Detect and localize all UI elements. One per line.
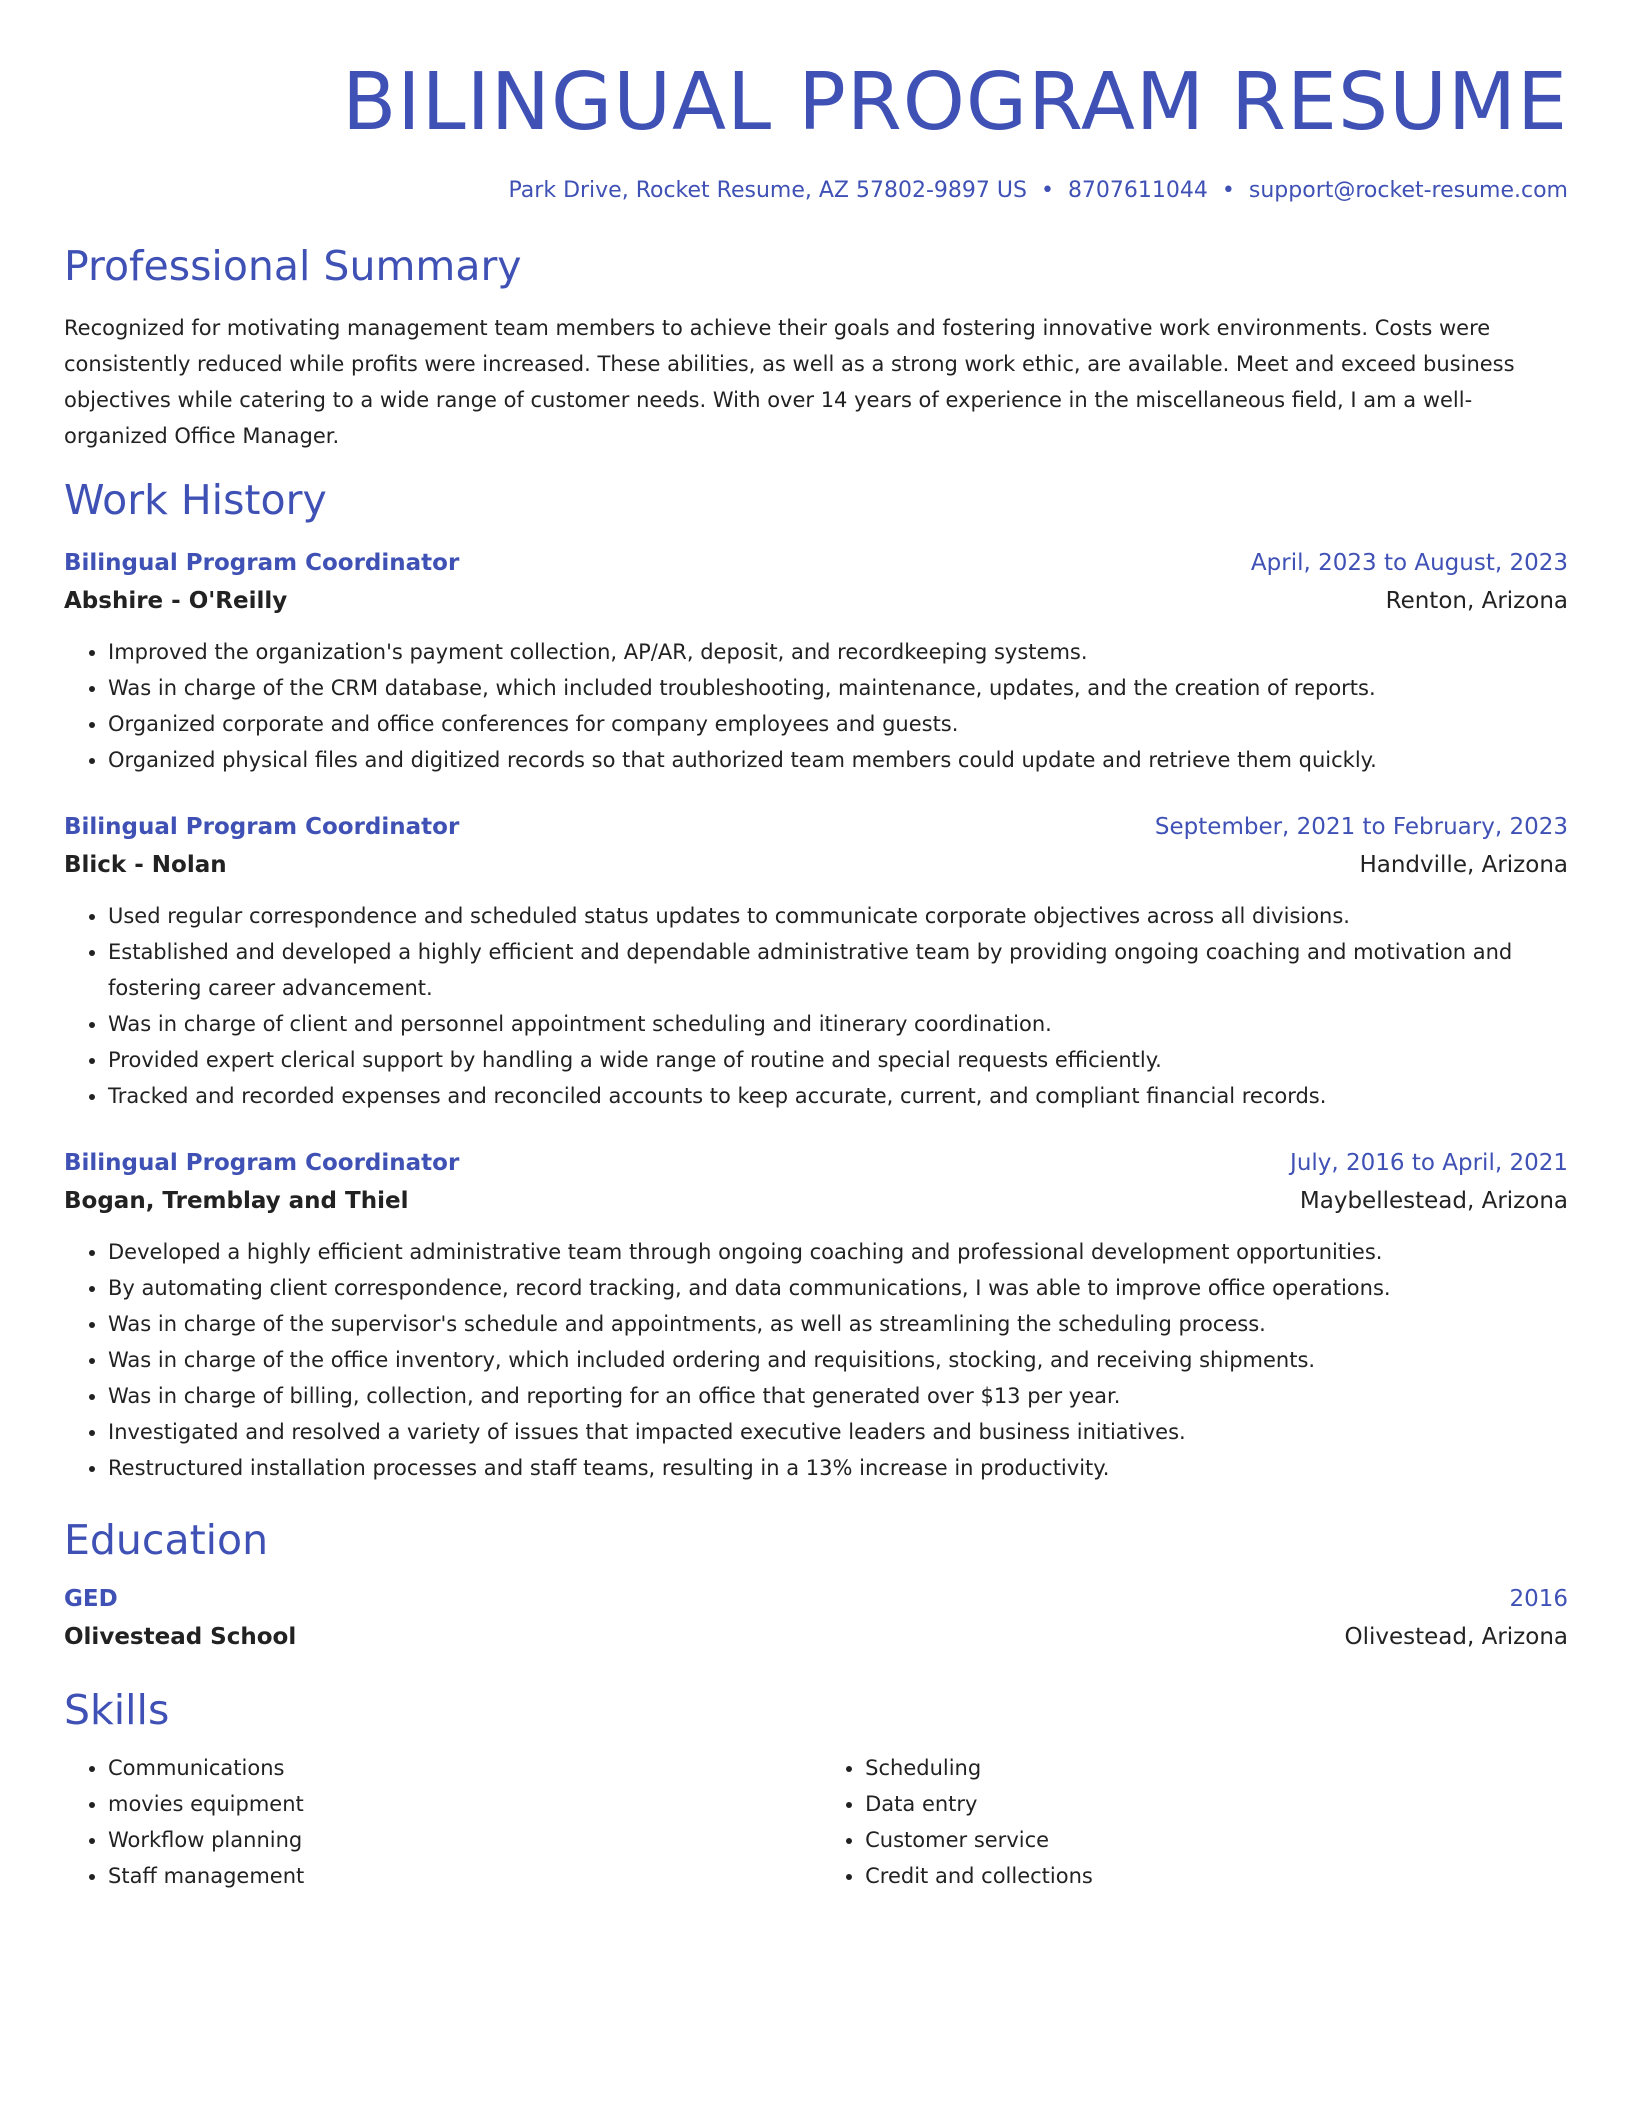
skill-item: • Communications bbox=[108, 1750, 795, 1786]
contact-line bbox=[64, 176, 1568, 206]
contact-email: support@rocket-resume.com bbox=[1248, 178, 1568, 203]
education-location: Olivestead, Arizona bbox=[1344, 1624, 1568, 1650]
contact-separator: • bbox=[1040, 178, 1054, 203]
education-school: Olivestead School bbox=[64, 1624, 297, 1650]
job-bullet: • Established and developed a highly efficient and dependable administrative team by providing ongoing coaching and motivation and fostering career advancement. bbox=[108, 934, 1568, 1006]
job-title: Bilingual Program Coordinator bbox=[64, 814, 460, 840]
job-dates: September, 2021 to February, 2023 bbox=[1154, 814, 1568, 840]
job-bullet: • Organized physical files and digitized records so that authorized team members could update and retrieve them quickly. bbox=[108, 742, 1568, 778]
job-location: Maybellestead, Arizona bbox=[1299, 1188, 1568, 1214]
skills-list bbox=[64, 1750, 1568, 1894]
job-company: Blick - Nolan bbox=[64, 852, 227, 878]
education-heading: Education bbox=[64, 1516, 269, 1564]
job-bullets bbox=[64, 634, 1568, 778]
job-company: Bogan, Tremblay and Thiel bbox=[64, 1188, 409, 1214]
skills-column-right bbox=[821, 1750, 1568, 1894]
job-bullet: • Provided expert clerical support by handling a wide range of routine and special requests efficiently. bbox=[108, 1042, 1568, 1078]
job-title: Bilingual Program Coordinator bbox=[64, 550, 460, 576]
skills-column-left bbox=[64, 1750, 795, 1894]
contact-separator: • bbox=[1221, 178, 1235, 203]
work-history-heading: Work History bbox=[64, 476, 327, 524]
job-bullet: • Investigated and resolved a variety of issues that impacted executive leaders and business initiatives. bbox=[108, 1414, 1568, 1450]
job-entry bbox=[64, 544, 1568, 778]
job-dates: April, 2023 to August, 2023 bbox=[1250, 550, 1568, 576]
contact-address: Park Drive, Rocket Resume, AZ 57802-9897 US bbox=[508, 178, 1027, 203]
education-degree: GED bbox=[64, 1586, 118, 1612]
job-bullet: • Tracked and recorded expenses and reconciled accounts to keep accurate, current, and compliant financial records. bbox=[108, 1078, 1568, 1114]
job-bullet: • Developed a highly efficient administrative team through ongoing coaching and professional development opportunities. bbox=[108, 1234, 1568, 1270]
job-title: Bilingual Program Coordinator bbox=[64, 1150, 460, 1176]
job-bullet: • By automating client correspondence, record tracking, and data communications, I was able to improve office operations. bbox=[108, 1270, 1568, 1306]
skills-heading: Skills bbox=[64, 1686, 170, 1734]
job-bullet: • Was in charge of billing, collection, and reporting for an office that generated over $13 per year. bbox=[108, 1378, 1568, 1414]
job-bullets bbox=[64, 1234, 1568, 1486]
job-bullet: • Was in charge of the office inventory, which included ordering and requisitions, stocking, and receiving shipments. bbox=[108, 1342, 1568, 1378]
contact-phone: 8707611044 bbox=[1067, 178, 1208, 203]
job-entry bbox=[64, 808, 1568, 1114]
job-bullet: • Organized corporate and office conferences for company employees and guests. bbox=[108, 706, 1568, 742]
job-dates: July, 2016 to April, 2021 bbox=[1290, 1150, 1568, 1176]
skill-item: • Staff management bbox=[108, 1858, 795, 1894]
skill-item: • Workflow planning bbox=[108, 1822, 795, 1858]
job-bullets bbox=[64, 898, 1568, 1114]
education-year: 2016 bbox=[1509, 1586, 1568, 1612]
job-bullet: • Improved the organization's payment collection, AP/AR, deposit, and recordkeeping systems. bbox=[108, 634, 1568, 670]
job-bullet: • Was in charge of the supervisor's schedule and appointments, as well as streamlining the scheduling process. bbox=[108, 1306, 1568, 1342]
resume-title: BILINGUAL PROGRAM RESUME bbox=[342, 56, 1568, 148]
education-entry bbox=[64, 1580, 1568, 1656]
job-location: Renton, Arizona bbox=[1385, 588, 1568, 614]
resume-page bbox=[64, 0, 1568, 1894]
job-company: Abshire - O'Reilly bbox=[64, 588, 288, 614]
skill-item: • Customer service bbox=[865, 1822, 1568, 1858]
skill-item: • Credit and collections bbox=[865, 1858, 1568, 1894]
job-bullet: • Used regular correspondence and scheduled status updates to communicate corporate objectives across all divisions. bbox=[108, 898, 1568, 934]
job-bullet: • Was in charge of the CRM database, which included troubleshooting, maintenance, updates, and the creation of reports. bbox=[108, 670, 1568, 706]
summary-text: Recognized for motivating management team members to achieve their goals and fostering innovative work environments. Costs were consistently reduced while profits were increased. These abilities, as well as a strong work ethic, are available. Meet and exceed business objectives while catering to a wide range of customer needs. With over 14 years of experience in the miscellaneous field, I am a well-organized Office Manager. bbox=[64, 316, 1515, 448]
skill-item: • movies equipment bbox=[108, 1786, 795, 1822]
job-entry bbox=[64, 1144, 1568, 1486]
job-bullet: • Was in charge of client and personnel appointment scheduling and itinerary coordination. bbox=[108, 1006, 1568, 1042]
skill-item: • Data entry bbox=[865, 1786, 1568, 1822]
job-location: Handville, Arizona bbox=[1359, 852, 1568, 878]
skill-item: • Scheduling bbox=[865, 1750, 1568, 1786]
summary-heading: Professional Summary bbox=[64, 242, 522, 290]
job-bullet: • Restructured installation processes and staff teams, resulting in a 13% increase in productivity. bbox=[108, 1450, 1568, 1486]
